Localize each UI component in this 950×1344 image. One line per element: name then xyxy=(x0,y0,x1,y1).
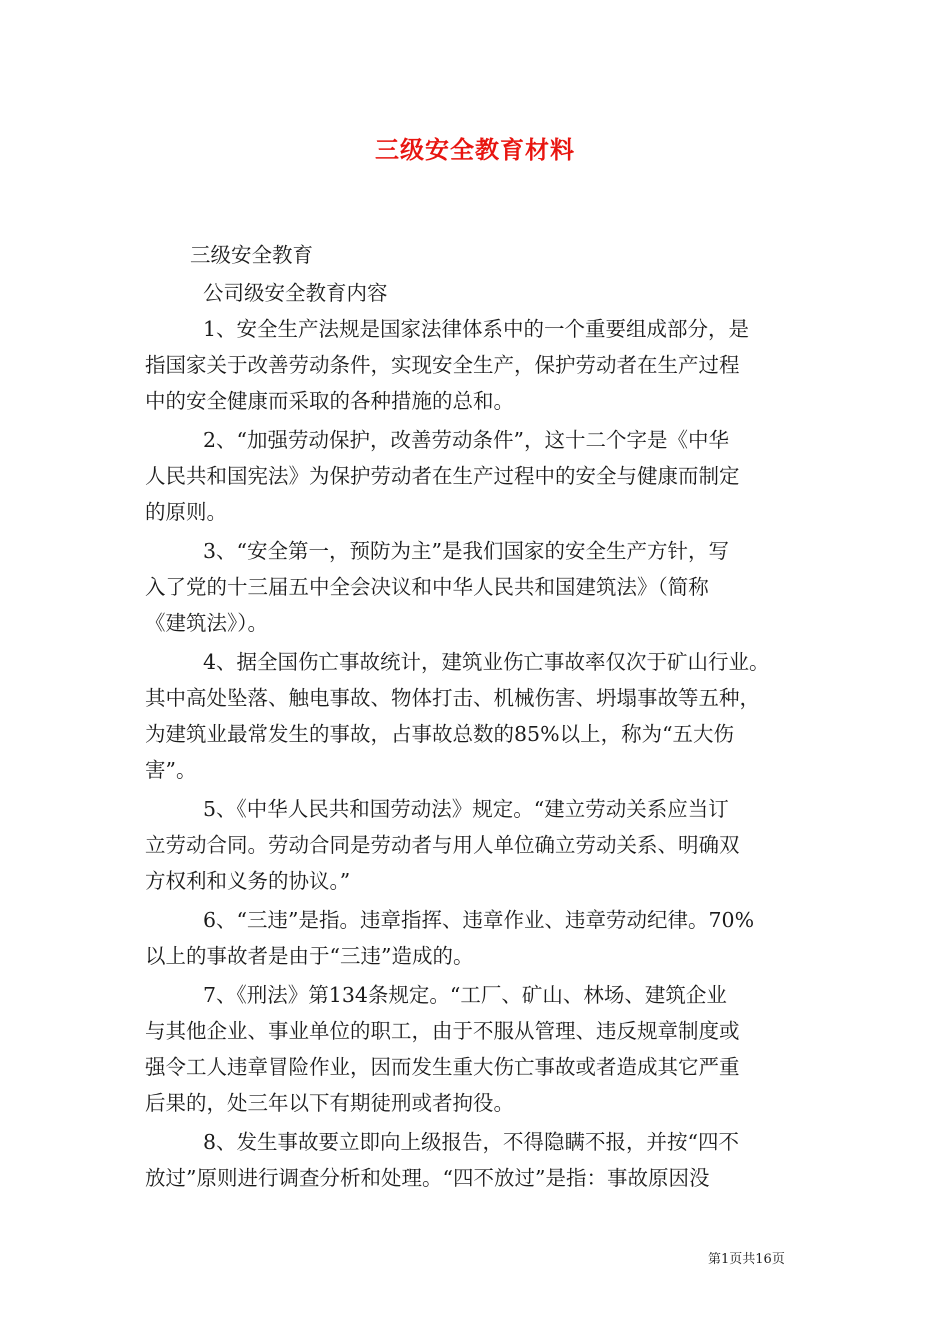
paragraph-line: 4、据全国伤亡事故统计，建筑业伤亡事故率仅次于矿山行业。 xyxy=(203,650,770,674)
paragraph-line: 2、“加强劳动保护，改善劳动条件”，这十二个字是《中华 xyxy=(203,428,730,452)
paragraph-line: 与其他企业、事业单位的职工，由于不服从管理、违反规章制度或 xyxy=(145,1019,740,1043)
section-heading: 三级安全教育 xyxy=(190,243,313,267)
paragraph-line: 的原则。 xyxy=(145,500,227,524)
paragraph-line: 指国家关于改善劳动条件，实现安全生产，保护劳动者在生产过程 xyxy=(145,353,740,377)
paragraph-line: 《建筑法》）。 xyxy=(145,611,268,635)
subsection-heading: 公司级安全教育内容 xyxy=(203,281,388,305)
paragraph-line: 以上的事故者是由于“三违”造成的。 xyxy=(145,944,474,968)
paragraph-line: 立劳动合同。劳动合同是劳动者与用人单位确立劳动关系、明确双 xyxy=(145,833,740,857)
paragraph-line: 其中高处坠落、触电事故、物体打击、机械伤害、坍塌事故等五种， xyxy=(145,686,760,710)
paragraph-line: 害”。 xyxy=(145,758,197,782)
paragraph-line: 5、《中华人民共和国劳动法》规定。“建立劳动关系应当订 xyxy=(203,797,729,821)
paragraph-line: 8、发生事故要立即向上级报告，不得隐瞒不报，并按“四不 xyxy=(203,1130,740,1154)
paragraph-line: 1、安全生产法规是国家法律体系中的一个重要组成部分，是 xyxy=(203,317,750,341)
paragraph-line: 后果的，处三年以下有期徒刑或者拘役。 xyxy=(145,1091,514,1115)
paragraph-line: 入了党的十三届五中全会决议和中华人民共和国建筑法》（简称 xyxy=(145,575,709,599)
page-number: 第1页共16页 xyxy=(708,1252,785,1267)
paragraph-line: 为建筑业最常发生的事故，占事故总数的85%以上，称为“五大伤 xyxy=(145,722,735,746)
paragraph-line: 放过”原则进行调查分析和处理。“四不放过”是指：事故原因没 xyxy=(145,1166,710,1190)
paragraph-line: 方权利和义务的协议。” xyxy=(145,869,351,893)
paragraph-line: 6、“三违”是指。违章指挥、违章作业、违章劳动纪律。70% xyxy=(203,908,755,932)
paragraph-line: 3、“安全第一，预防为主”是我们国家的安全生产方针，写 xyxy=(203,539,730,563)
paragraph-line: 中的安全健康而采取的各种措施的总和。 xyxy=(145,389,514,413)
paragraph-line: 人民共和国宪法》为保护劳动者在生产过程中的安全与健康而制定 xyxy=(145,464,740,488)
paragraph-line: 7、《刑法》第134条规定。“工厂、矿山、林场、建筑企业 xyxy=(203,983,727,1007)
document-title: 三级安全教育材料 xyxy=(375,135,575,164)
paragraph-line: 强令工人违章冒险作业，因而发生重大伤亡事故或者造成其它严重 xyxy=(145,1055,740,1079)
